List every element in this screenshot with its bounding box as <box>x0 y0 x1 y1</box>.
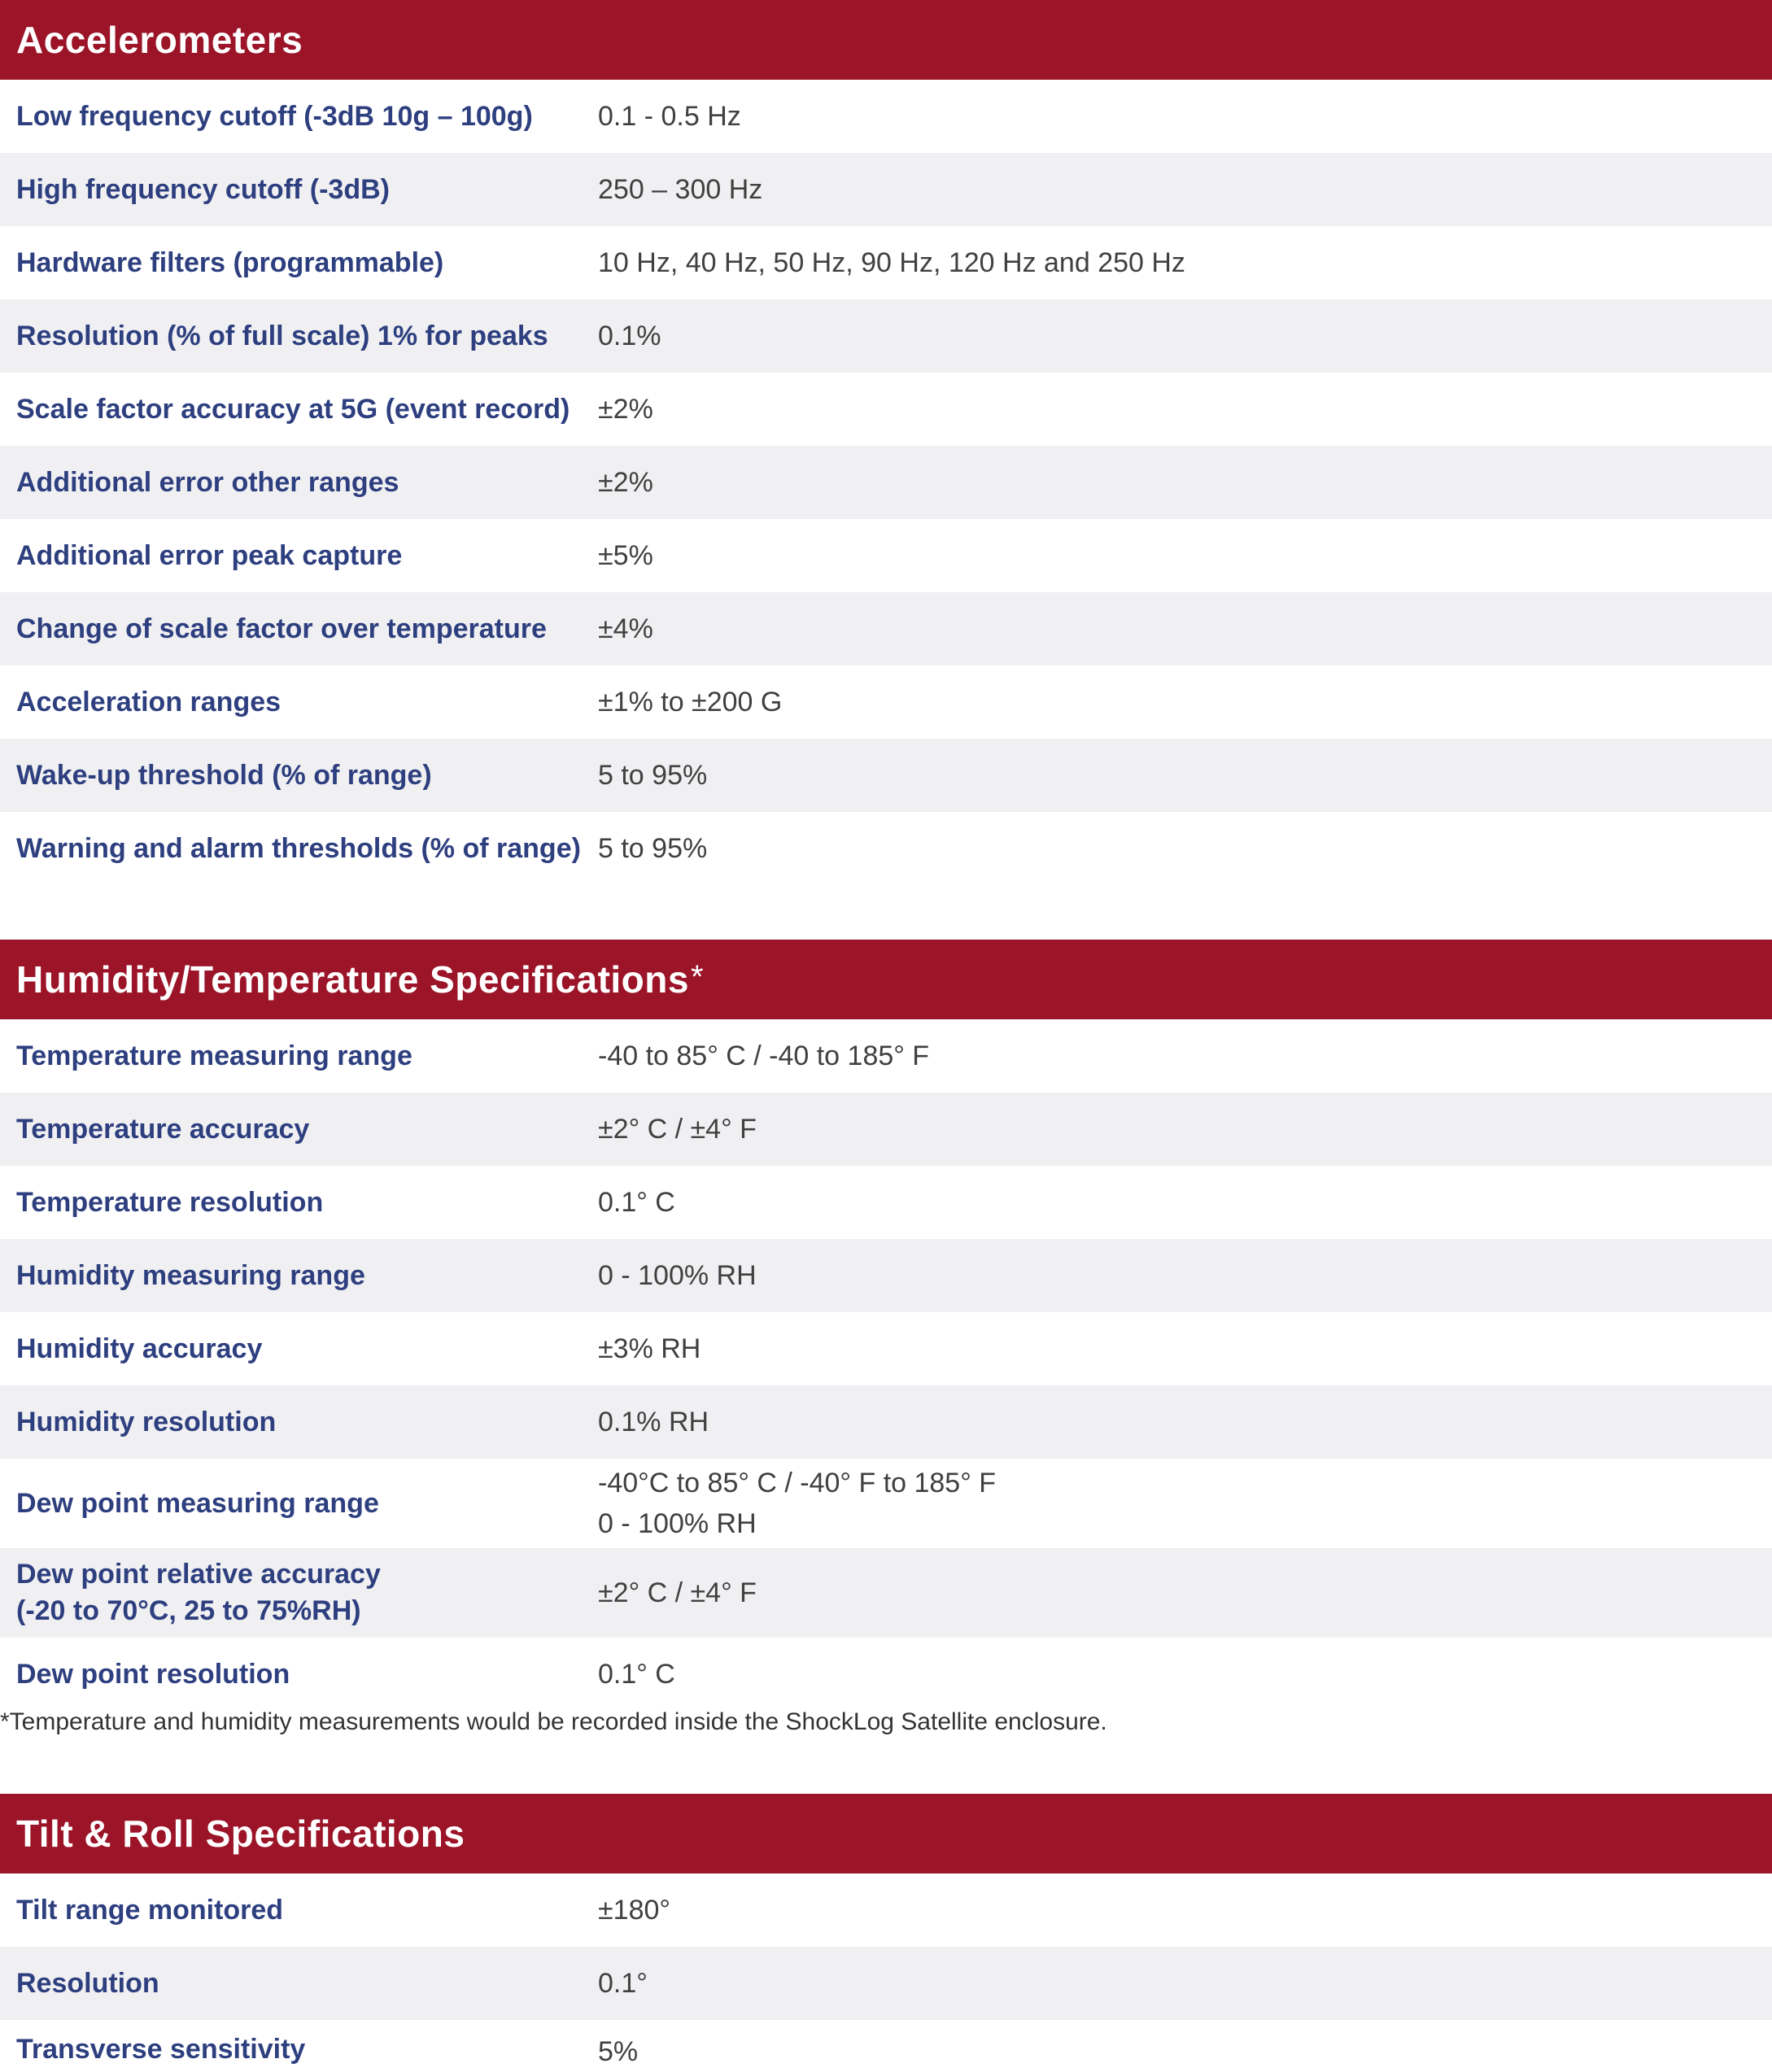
humidity-title: Humidity/Temperature Specifications <box>16 958 689 1001</box>
spec-label: Humidity accuracy <box>16 1333 263 1364</box>
spec-label: Dew point measuring range <box>16 1487 379 1519</box>
spec-label: Scale factor accuracy at 5G (event record) <box>16 393 570 425</box>
spec-label: Additional error peak capture <box>16 539 403 571</box>
spec-value: -40 to 85° C / -40 to 185° F <box>598 1040 930 1071</box>
table-row <box>0 1947 1772 2020</box>
table-row <box>0 1548 1772 1638</box>
spec-value: 250 – 300 Hz <box>598 174 763 205</box>
humidity-header <box>0 940 1772 1019</box>
spec-value: 0.1° <box>598 1968 648 1999</box>
spec-label: Transverse sensitivity <box>16 2034 306 2065</box>
table-row <box>0 1638 1772 1711</box>
accelerometers-section <box>0 0 1772 885</box>
spec-label: Temperature resolution <box>16 1186 324 1218</box>
table-row <box>0 665 1772 739</box>
table-row <box>0 1093 1772 1166</box>
table-row <box>0 2020 1772 2069</box>
spec-value-line: -40°C to 85° C / -40° F to 185° F <box>598 1468 997 1498</box>
spec-label: Acceleration ranges <box>16 686 282 718</box>
table-row <box>0 1874 1772 1947</box>
spec-value <box>598 1463 1772 1544</box>
table-row <box>0 299 1772 373</box>
table-row <box>0 1019 1772 1093</box>
spec-label: Hardware filters (programmable) <box>16 246 444 278</box>
spec-value: ±2% <box>598 394 653 425</box>
spec-label: Humidity measuring range <box>16 1259 365 1291</box>
table-row <box>0 153 1772 226</box>
tilt-section <box>0 1794 1772 2069</box>
table-row <box>0 1459 1772 1548</box>
accelerometers-header <box>0 0 1772 80</box>
table-row <box>0 1385 1772 1459</box>
accelerometers-title: Accelerometers <box>16 19 303 61</box>
spec-value: 0.1° C <box>598 1187 675 1218</box>
table-row <box>0 519 1772 592</box>
tilt-title: Tilt & Roll Specifications <box>16 1812 465 1855</box>
spec-label: Dew point resolution <box>16 1658 290 1690</box>
table-row <box>0 226 1772 299</box>
spec-value: 10 Hz, 40 Hz, 50 Hz, 90 Hz, 120 Hz and 250 Hz <box>598 247 1185 278</box>
spec-label: Resolution <box>16 1967 159 1999</box>
spec-value: ±3% RH <box>598 1333 701 1364</box>
spec-value: ±180° <box>598 1895 670 1926</box>
tilt-header <box>0 1794 1772 1874</box>
table-row <box>0 812 1772 885</box>
spec-label: Humidity resolution <box>16 1406 277 1437</box>
spec-label: Temperature measuring range <box>16 1040 412 1071</box>
spec-value: ±2° C / ±4° F <box>598 1577 757 1608</box>
spec-value: 0.1° C <box>598 1659 675 1690</box>
footnote: *Temperature and humidity measurements would be recorded inside the ShockLog Satellite enclosure. <box>0 1708 1107 1735</box>
spec-value: ±2° C / ±4° F <box>598 1114 757 1145</box>
spec-value: 0.1 - 0.5 Hz <box>598 101 741 132</box>
spec-value: 0.1% RH <box>598 1407 709 1437</box>
table-row <box>0 1239 1772 1312</box>
table-row <box>0 80 1772 153</box>
spec-label: Low frequency cutoff (-3dB 10g – 100g) <box>16 100 533 132</box>
humidity-section <box>0 940 1772 1711</box>
spec-value: ±1% to ±200 G <box>598 687 783 718</box>
spec-value: 5% <box>598 2036 639 2067</box>
table-row <box>0 1166 1772 1239</box>
spec-label: High frequency cutoff (-3dB) <box>16 173 390 205</box>
spec-label <box>0 1556 598 1629</box>
spec-value: ±5% <box>598 540 653 571</box>
spec-value: ±2% <box>598 467 653 498</box>
spec-label: Resolution (% of full scale) 1% for peaks <box>16 320 548 351</box>
spec-value: 0.1% <box>598 321 661 351</box>
spec-label-line: Dew point relative accuracy <box>16 1559 381 1590</box>
table-row <box>0 446 1772 519</box>
spec-label: Wake-up threshold (% of range) <box>16 759 432 791</box>
spec-value: 0 - 100% RH <box>598 1260 757 1291</box>
spec-value: 5 to 95% <box>598 760 708 791</box>
spec-value: 5 to 95% <box>598 833 708 864</box>
spec-value: ±4% <box>598 613 653 644</box>
table-row <box>0 1312 1772 1385</box>
spec-value-line: 0 - 100% RH <box>598 1508 757 1539</box>
table-row <box>0 592 1772 665</box>
table-row <box>0 373 1772 446</box>
spec-label: Tilt range monitored <box>16 1894 284 1926</box>
spec-label: Additional error other ranges <box>16 466 399 498</box>
spec-label: Change of scale factor over temperature <box>16 613 547 644</box>
humidity-title-mark: * <box>690 959 705 995</box>
spec-label: Temperature accuracy <box>16 1113 310 1145</box>
spec-label: Warning and alarm thresholds (% of range) <box>16 832 581 864</box>
table-row <box>0 739 1772 812</box>
spec-label-line: (-20 to 70°C, 25 to 75%RH) <box>16 1595 361 1626</box>
